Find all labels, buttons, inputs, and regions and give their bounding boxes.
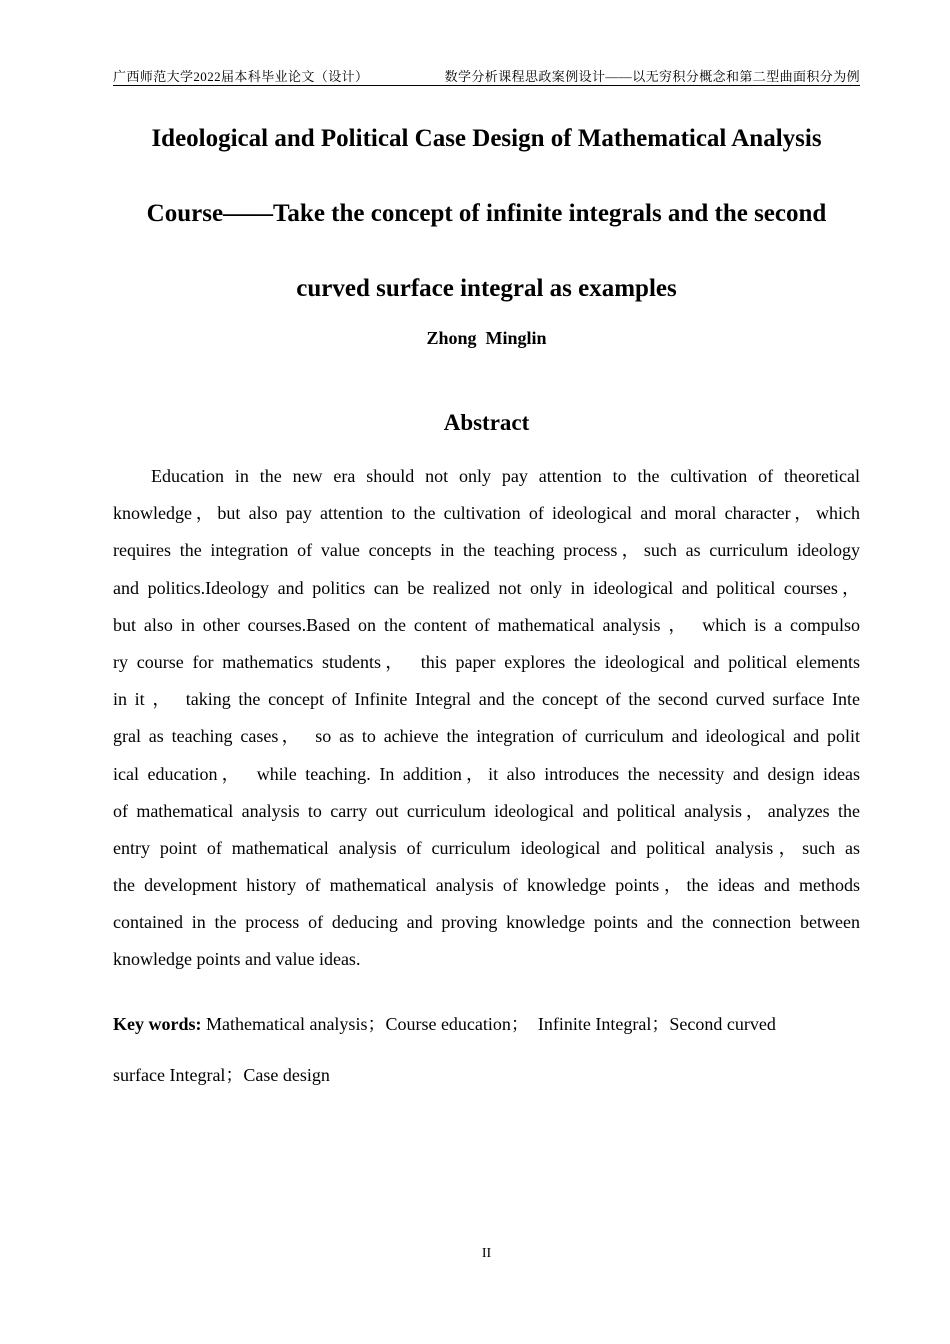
abstract-line: but also in other courses.Based on the content of mathematical analysis ， which is a compulso [113,614,860,635]
abstract-heading: Abstract [443,410,530,435]
abstract-line: knowledge，but also pay attention to the cultivation of ideological and moral character，which [113,503,860,524]
paper-title [113,120,860,345]
running-header [113,66,860,85]
abstract-line: knowledge points and value ideas. [113,949,361,970]
abstract-line: and politics.Ideology and politics can be realized not only in ideological and political courses， [113,577,860,598]
abstract-line: ical education， while teaching. In addition，it also introduces the necessity and design ideas [113,763,860,784]
keywords-block [113,1006,860,1108]
abstract-line: ry course for mathematics students， this paper explores the ideological and political elements [113,651,860,672]
keywords-text: Mathematical analysis；Course education； Infinite Integral；Second curved [201,1014,776,1034]
title-line: Ideological and Political Case Design of Mathematical Analysis [151,125,822,152]
abstract-line: contained in the process of deducing and proving knowledge points and the connection between [113,912,860,933]
abstract-line: of mathematical analysis to carry out curriculum ideological and political analysis，analyzes the [113,800,860,821]
abstract-line: in it ， taking the concept of Infinite Integral and the concept of the second curved surface Inte [113,689,860,710]
keywords-label: Key words: [113,1014,202,1034]
page-number: II [481,1246,492,1261]
abstract-line: requires the integration of value concepts in the teaching process，such as curriculum ideology [113,540,860,561]
abstract-line: gral as teaching cases， so as to achieve the integration of curriculum and ideological and polit [113,726,860,747]
header-right: 数学分析课程思政案例设计——以无穷积分概念和第二型曲面积分为例 [444,69,860,84]
title-line: Course——Take the concept of infinite integrals and the second [146,200,827,227]
abstract-line: entry point of mathematical analysis of curriculum ideological and political analysis，such as [113,837,860,858]
keywords-line-2: surface Integral；Case design [113,1065,330,1085]
header-rule [113,85,860,86]
keywords-line-1 [113,1006,860,1057]
abstract-line: Education in the new era should not only pay attention to the cultivation of theoretical [151,466,860,486]
abstract-line: the development history of mathematical analysis of knowledge points，the ideas and methods [113,875,860,896]
author-name: Zhong Minglin [426,328,547,348]
header-left: 广西师范大学2022届本科毕业论文（设计） [113,69,369,84]
title-line: curved surface integral as examples [296,275,677,302]
abstract-body [113,458,860,979]
